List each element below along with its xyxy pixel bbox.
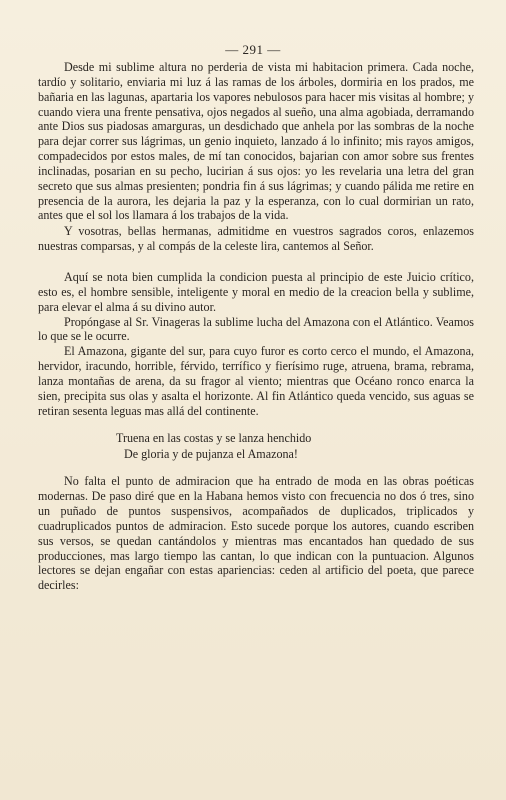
verse-quotation [38,430,474,462]
page-number: — 291 — [225,42,281,57]
paragraph-proposal: Propóngase al Sr. Vinageras la sublime lucha del Amazona con el Atlántico. Veamos lo que se le ocurre. [38,314,474,344]
paragraph-punctuation-note: No falta el punto de admiracion que ha entrado de moda en las obras poéticas modernas. De paso diré que en la Habana hemos visto con frecuencia no dos ó tres, sino un puñado de puntos suspensivos, acompañados de duplicados, triplicados y cuadruplicados puntos de admiracion. Esto sucede porque los autores, cuando escriben sus versos, se quedan cantándolos y mientras mas encantados han quedado de sus producciones, mas largo tiempo las cantan, lo que indican con la puntuacion. Algunos lectores se dejan engañar con estas apariencias: ceden al artificio del poeta, que parece decirles: [38,474,474,593]
verse-line: De gloria y de pujanza el Amazona! [124,447,298,462]
paragraph-invocation: Y vosotras, bellas hermanas, admitidme en vuestros sagrados coros, enlazemos nuestras comparsas, y al compás de la celeste lira, cantemos al Señor. [38,224,474,254]
paragraph-moon-monologue: Desde mi sublime altura no perderia de vista mi habitacion primera. Cada noche, tardío y solitario, enviaria mi luz á las ramas de los árboles, dormiria en los prados, me bañaria en las lagunas, apartaria los vapores nebulosos para hacer mis visitas al hombre; y cuando viera una frente pensativa, ojos negados al sueño, una alma agobiada, derramando ante Dios sus piadosas amarguras, un desdichado que anhela por las sombras de la noche para dejar correr sus lágrimas, un genio inquieto, lanzado á lo infinito; mis rayos amigos, compadecidos por estos males, de mí tan conocidos, bajarian con amor sobre sus frentes inclinadas, posarian en su pecho, lucirian á sus ojos: yo les revelaria una letra del gran secreto que sus almas presienten; pondria fin á sus lágrimas; y cuando pálida me retire en presencia de la aurora, les dejaria la paz y la esperanza, con lo cual dormirian un rato, antes que el sol los llamara á los trabajos de la vida. [38,60,474,223]
verse-line: Truena en las costas y se lanza henchido [116,431,312,446]
paragraph-critique: Aquí se nota bien cumplida la condicion puesta al principio de este Juicio crítico, esto es, el hombre sensible, inteligente y moral en medio de la creacion bella y sublime, para elevar el alma á su divino autor. [38,269,474,314]
page-text [38,60,474,593]
paragraph-amazon-description: El Amazona, gigante del sur, para cuyo furor es corto cerco el mundo, el Amazona, hervidor, iracundo, horrible, férvido, terrífico y fierísimo ruge, atruena, brama, rebrama, lanza montañas de arena, da su fragor al viento; mientras que Océano ronco enarca la sien, precipita sus olas y asalta el horizonte. Al fin Atlántico queda vencido, sus aguas se retiran sesenta leguas mas allá del continente. [38,344,474,418]
